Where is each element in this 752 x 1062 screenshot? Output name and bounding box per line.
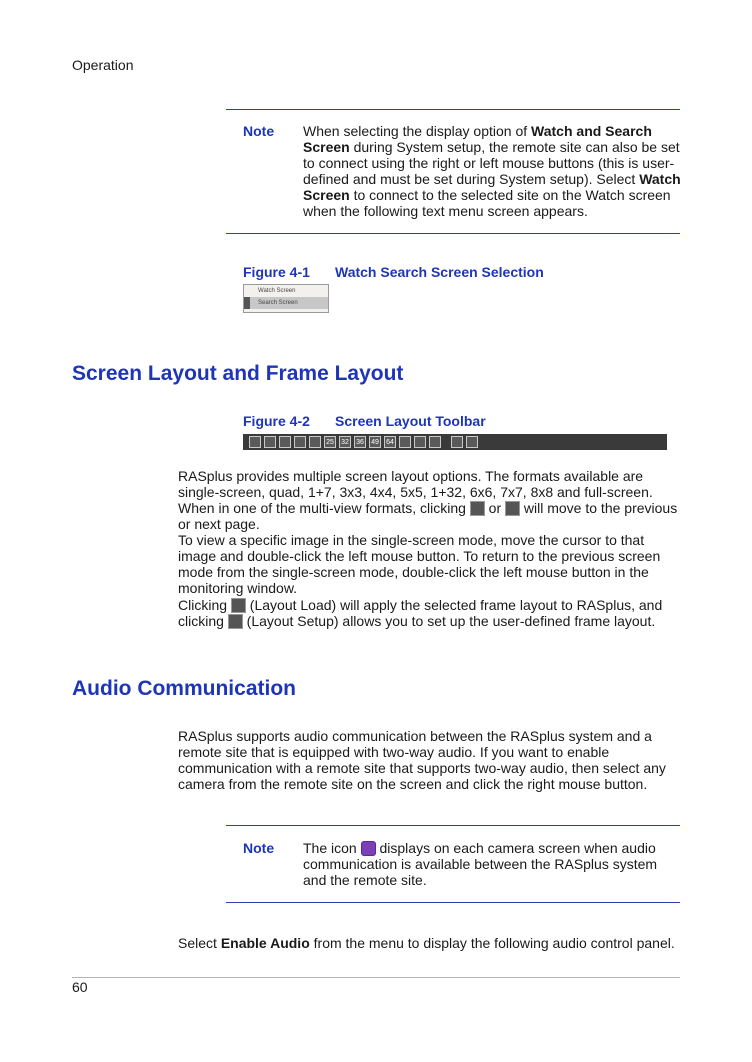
section-heading: Audio Communication [72, 677, 296, 700]
screen-layout-toolbar [243, 434, 667, 450]
page-number: 60 [72, 979, 88, 995]
next-page-button[interactable] [429, 436, 441, 448]
note-text: The icon displays on each camera screen when audio communication is available between the RASplus system and the remote site. [303, 840, 658, 888]
note-top-rule [226, 825, 680, 826]
layout-3x3-button[interactable] [294, 436, 306, 448]
footer-rule [72, 977, 680, 978]
layout-load-icon [231, 598, 246, 613]
layout-25-button[interactable]: 25 [324, 436, 336, 448]
note-bottom-rule [226, 902, 680, 903]
watch-search-menu [243, 284, 329, 313]
layout-load-button[interactable] [451, 436, 463, 448]
quad-button[interactable] [264, 436, 276, 448]
next-page-icon [505, 501, 520, 516]
layout-4x4-button[interactable] [309, 436, 321, 448]
menu-item-search-screen[interactable]: Search Screen [244, 297, 328, 309]
figure-title: Screen Layout Toolbar [335, 413, 486, 429]
note-label: Note [243, 840, 275, 856]
paragraph: RASplus provides multiple screen layout options. The formats available are single-screen, quad, 1+7, 3x3, 4x4, 5x5, 1+32, 6x6, 7x7, 8x8 and full-screen. When in one of the multi-view formats, clicking or will move to the previous or next page. [178, 468, 678, 532]
note-label: Note [243, 123, 275, 139]
full-screen-button[interactable] [399, 436, 411, 448]
menu-item-watch-screen[interactable]: Watch Screen [258, 288, 296, 294]
figure-title: Watch Search Screen Selection [335, 264, 544, 280]
note-bottom-rule [226, 233, 680, 234]
single-screen-button[interactable] [249, 436, 261, 448]
section-heading: Screen Layout and Frame Layout [72, 362, 404, 385]
paragraph: Select Enable Audio from the menu to display the following audio control panel. [178, 935, 675, 951]
figure-number: Figure 4-1 [243, 264, 310, 280]
paragraph: RASplus supports audio communication between the RASplus system and a remote site that is equipped with two-way audio. If you want to enable communication with a remote site that supports two-way audio, then select any camera from the remote site on the screen and click the right mouse button. [178, 728, 666, 792]
paragraph: To view a specific image in the single-screen mode, move the cursor to that image and double-click the left mouse button. To return to the previous screen mode from the single-screen mode, double-click the left mouse button in the monitoring window. [178, 532, 661, 596]
layout-setup-button[interactable] [466, 436, 478, 448]
layout-32-button[interactable]: 32 [339, 436, 351, 448]
previous-page-icon [470, 501, 485, 516]
previous-page-button[interactable] [414, 436, 426, 448]
layout-setup-icon [228, 614, 243, 629]
running-header: Operation [72, 57, 134, 73]
figure-number: Figure 4-2 [243, 413, 310, 429]
layout-1plus7-button[interactable] [279, 436, 291, 448]
layout-49-button[interactable]: 49 [369, 436, 381, 448]
paragraph: Clicking (Layout Load) will apply the selected frame layout to RASplus, and clicking (Layout Setup) allows you to set up the user-defined frame layout. [178, 597, 663, 629]
layout-36-button[interactable]: 36 [354, 436, 366, 448]
note-top-rule [226, 109, 680, 110]
audio-icon [361, 841, 376, 856]
note-text: When selecting the display option of Watch and Search Screen during System setup, the remote site can also be set to connect using the right or left mouse buttons (this is user-defined and must be set during System setup). Select Watch Screen to connect to the selected site on the Watch screen when the following text menu screen appears. [303, 123, 681, 219]
layout-64-button[interactable]: 64 [384, 436, 396, 448]
